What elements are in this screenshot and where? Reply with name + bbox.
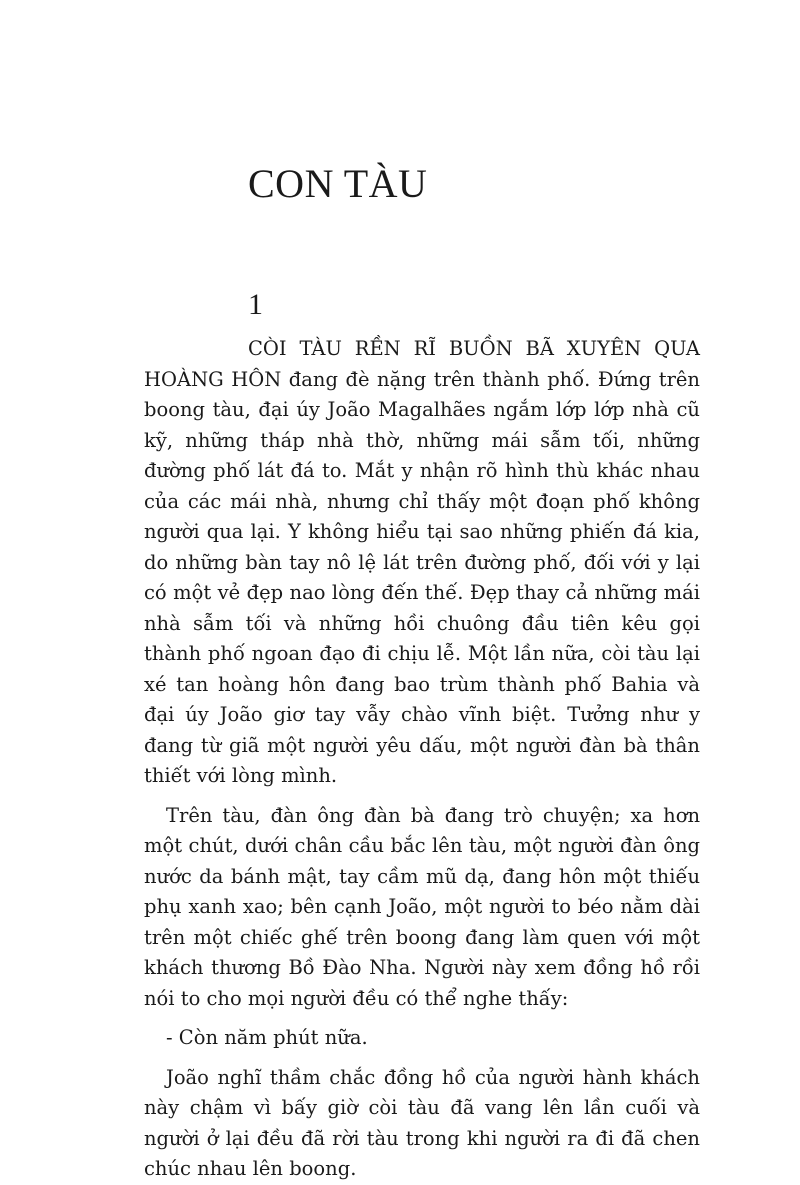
paragraph: CÒI TÀU RỀN RĨ BUỒN BÃ XUYÊN QUA HOÀNG HÔN đang đè nặng trên thành phố. Đứng trên boong tàu, đại úy João Magalhães ngắm lớp lớp nhà cũ kỹ, những tháp nhà thờ, những mái sẫm tối, những đường phố lát đá to. Mắt y nhận rõ hình thù khác nhau của các mái nhà, nhưng chỉ thấy một đoạn phố không người qua lại. Y không hiểu tại sao những phiến đá kia, do những bàn tay nô lệ lát trên đường phố, đối với y lại có một vẻ đẹp nao lòng đến thế. Đẹp thay cả những mái nhà sẫm tối và những hồi chuông đầu tiên kêu gọi thành phố ngoan đạo đi chịu lễ. Một lần nữa, còi tàu lại xé tan hoàng hôn đang bao trùm thành phố Bahia và đại úy João giơ tay vẫy chào vĩnh biệt. Tưởng như y đang từ giã một người yêu dấu, một người đàn bà thân thiết với lòng mình.	[144, 337, 700, 787]
body-text	[144, 334, 700, 1185]
section-number: 1	[248, 288, 263, 321]
chapter-title: CON TÀU	[248, 161, 428, 206]
paragraph: Trên tàu, đàn ông đàn bà đang trò chuyện; xa hơn một chút, dưới chân cầu bắc lên tàu, một người đàn ông nước da bánh mật, tay cầm mũ dạ, đang hôn một thiếu phụ xanh xao; bên cạnh João, một người to béo nằm dài trên một chiếc ghế trên boong đang làm quen với một khách thương Bồ Đào Nha. Người này xem đồng hồ rồi nói to cho mọi người đều có thể nghe thấy:	[144, 803, 700, 1010]
dialogue-line: - Còn năm phút nữa.	[166, 1026, 368, 1049]
paragraph: João nghĩ thầm chắc đồng hồ của người hành khách này chậm vì bấy giờ còi tàu đã vang lên lần cuối và người ở lại đều đã rời tàu trong khi người ra đi đã chen chúc nhau lên boong.	[144, 1065, 700, 1180]
